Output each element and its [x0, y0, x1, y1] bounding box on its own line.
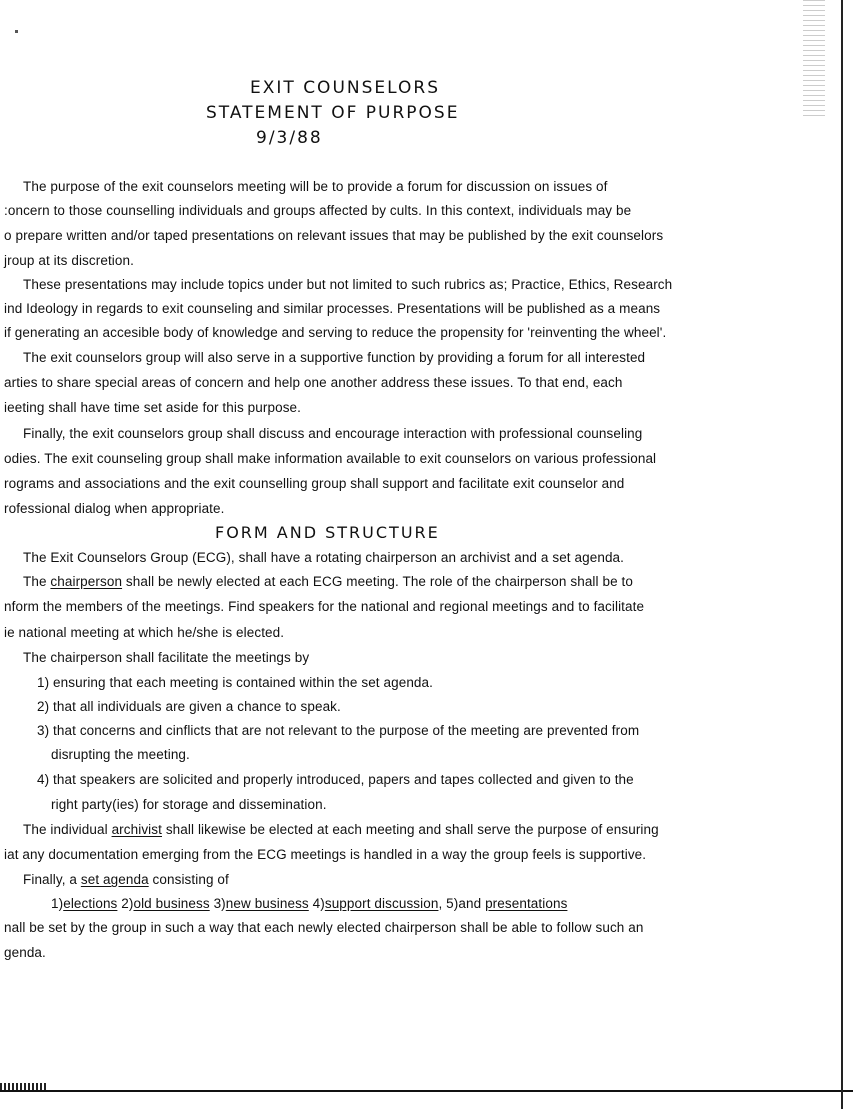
paragraph-line: The Exit Counselors Group (ECG), shall have a rotating chairperson an archivist and a set agenda. — [23, 550, 625, 565]
paragraph-line — [23, 872, 229, 887]
paragraph-line: genda. — [4, 945, 46, 960]
agenda-item-elections: elections — [63, 896, 118, 911]
paragraph-line: iat any documentation emerging from the ECG meetings is handled in a way the group feels is supportive. — [4, 847, 647, 862]
paragraph-line: The purpose of the exit counselors meeting will be to provide a forum for discussion on issues of — [23, 179, 608, 194]
paragraph-line: rofessional dialog when appropriate. — [4, 501, 225, 516]
paragraph-line: nall be set by the group in such a way that each newly elected chairperson shall be able to follow such an — [4, 920, 644, 935]
agenda-item-support-discussion: support discussion — [324, 896, 439, 911]
paragraph-line: These presentations may include topics under but not limited to such rubrics as; Practice, Ethics, Research — [23, 277, 673, 292]
paragraph-line: jroup at its discretion. — [4, 253, 134, 268]
paragraph-line: ind Ideology in regards to exit counseling and similar processes. Presentations will be published as a means — [4, 301, 661, 316]
underlined-term: set agenda — [80, 872, 149, 887]
text-run: 4) — [308, 896, 325, 911]
page-right-edge — [841, 0, 843, 1109]
scan-speck — [15, 30, 18, 33]
text-run: 2) — [117, 896, 134, 911]
list-item-continuation: disrupting the meeting. — [51, 747, 190, 762]
paragraph-line: arties to share special areas of concern and help one another address these issues. To that end, each — [4, 375, 623, 390]
page-bottom-edge — [0, 1090, 853, 1092]
paragraph-line: The exit counselors group will also serve in a supportive function by providing a forum for all interested — [23, 350, 646, 365]
text-run: Finally, a — [23, 872, 81, 887]
text-run: , 5)and — [438, 896, 486, 911]
agenda-item-new-business: new business — [225, 896, 309, 911]
document-date: 9/3/88 — [256, 128, 323, 148]
document-title: EXIT COUNSELORS — [250, 78, 440, 98]
list-item-continuation: right party(ies) for storage and dissemination. — [51, 797, 327, 812]
underlined-term: chairperson — [50, 574, 123, 589]
paragraph-line: Finally, the exit counselors group shall discuss and encourage interaction with professional counseling — [23, 426, 643, 441]
text-run: The — [23, 574, 51, 589]
paragraph-line: ie national meeting at which he/she is elected. — [4, 625, 285, 640]
paragraph-line — [23, 574, 633, 589]
list-item: 1) ensuring that each meeting is contained within the set agenda. — [37, 675, 434, 690]
text-run: The individual — [23, 822, 112, 837]
text-run: 3) — [209, 896, 226, 911]
paragraph-line: if generating an accesible body of knowledge and serving to reduce the propensity for 'reinventing the wheel'. — [4, 325, 667, 340]
list-item: 3) that concerns and cinflicts that are not relevant to the purpose of the meeting are prevented from — [37, 723, 640, 738]
list-item: 4) that speakers are solicited and properly introduced, papers and tapes collected and given to the — [37, 772, 634, 787]
text-run: 1) — [51, 896, 64, 911]
paragraph-line — [23, 822, 659, 837]
agenda-items-line — [51, 896, 567, 911]
text-run: shall likewise be elected at each meeting and shall serve the purpose of ensuring — [161, 822, 659, 837]
underlined-term: archivist — [111, 822, 162, 837]
agenda-item-presentations: presentations — [485, 896, 568, 911]
document-subtitle: STATEMENT OF PURPOSE — [206, 103, 460, 123]
scan-artifact — [803, 0, 825, 120]
paragraph-line: :oncern to those counselling individuals and groups affected by cults. In this context, individuals may be — [4, 203, 632, 218]
agenda-item-old-business: old business — [133, 896, 210, 911]
list-item: 2) that all individuals are given a chance to speak. — [37, 699, 341, 714]
text-run: consisting of — [148, 872, 229, 887]
paragraph-line: ieeting shall have time set aside for this purpose. — [4, 400, 302, 415]
paragraph-line: The chairperson shall facilitate the meetings by — [23, 650, 310, 665]
paragraph-line: rograms and associations and the exit counselling group shall support and facilitate exit counselor and — [4, 476, 625, 491]
paragraph-line: odies. The exit counseling group shall make information available to exit counselors on various professional — [4, 451, 657, 466]
section-heading: FORM AND STRUCTURE — [215, 523, 440, 542]
paragraph-line: o prepare written and/or taped presentations on relevant issues that may be published by the exit counselors — [4, 228, 664, 243]
text-run: shall be newly elected at each ECG meeting. The role of the chairperson shall be to — [122, 574, 634, 589]
paragraph-line: nform the members of the meetings. Find speakers for the national and regional meetings and to facilitate — [4, 599, 645, 614]
